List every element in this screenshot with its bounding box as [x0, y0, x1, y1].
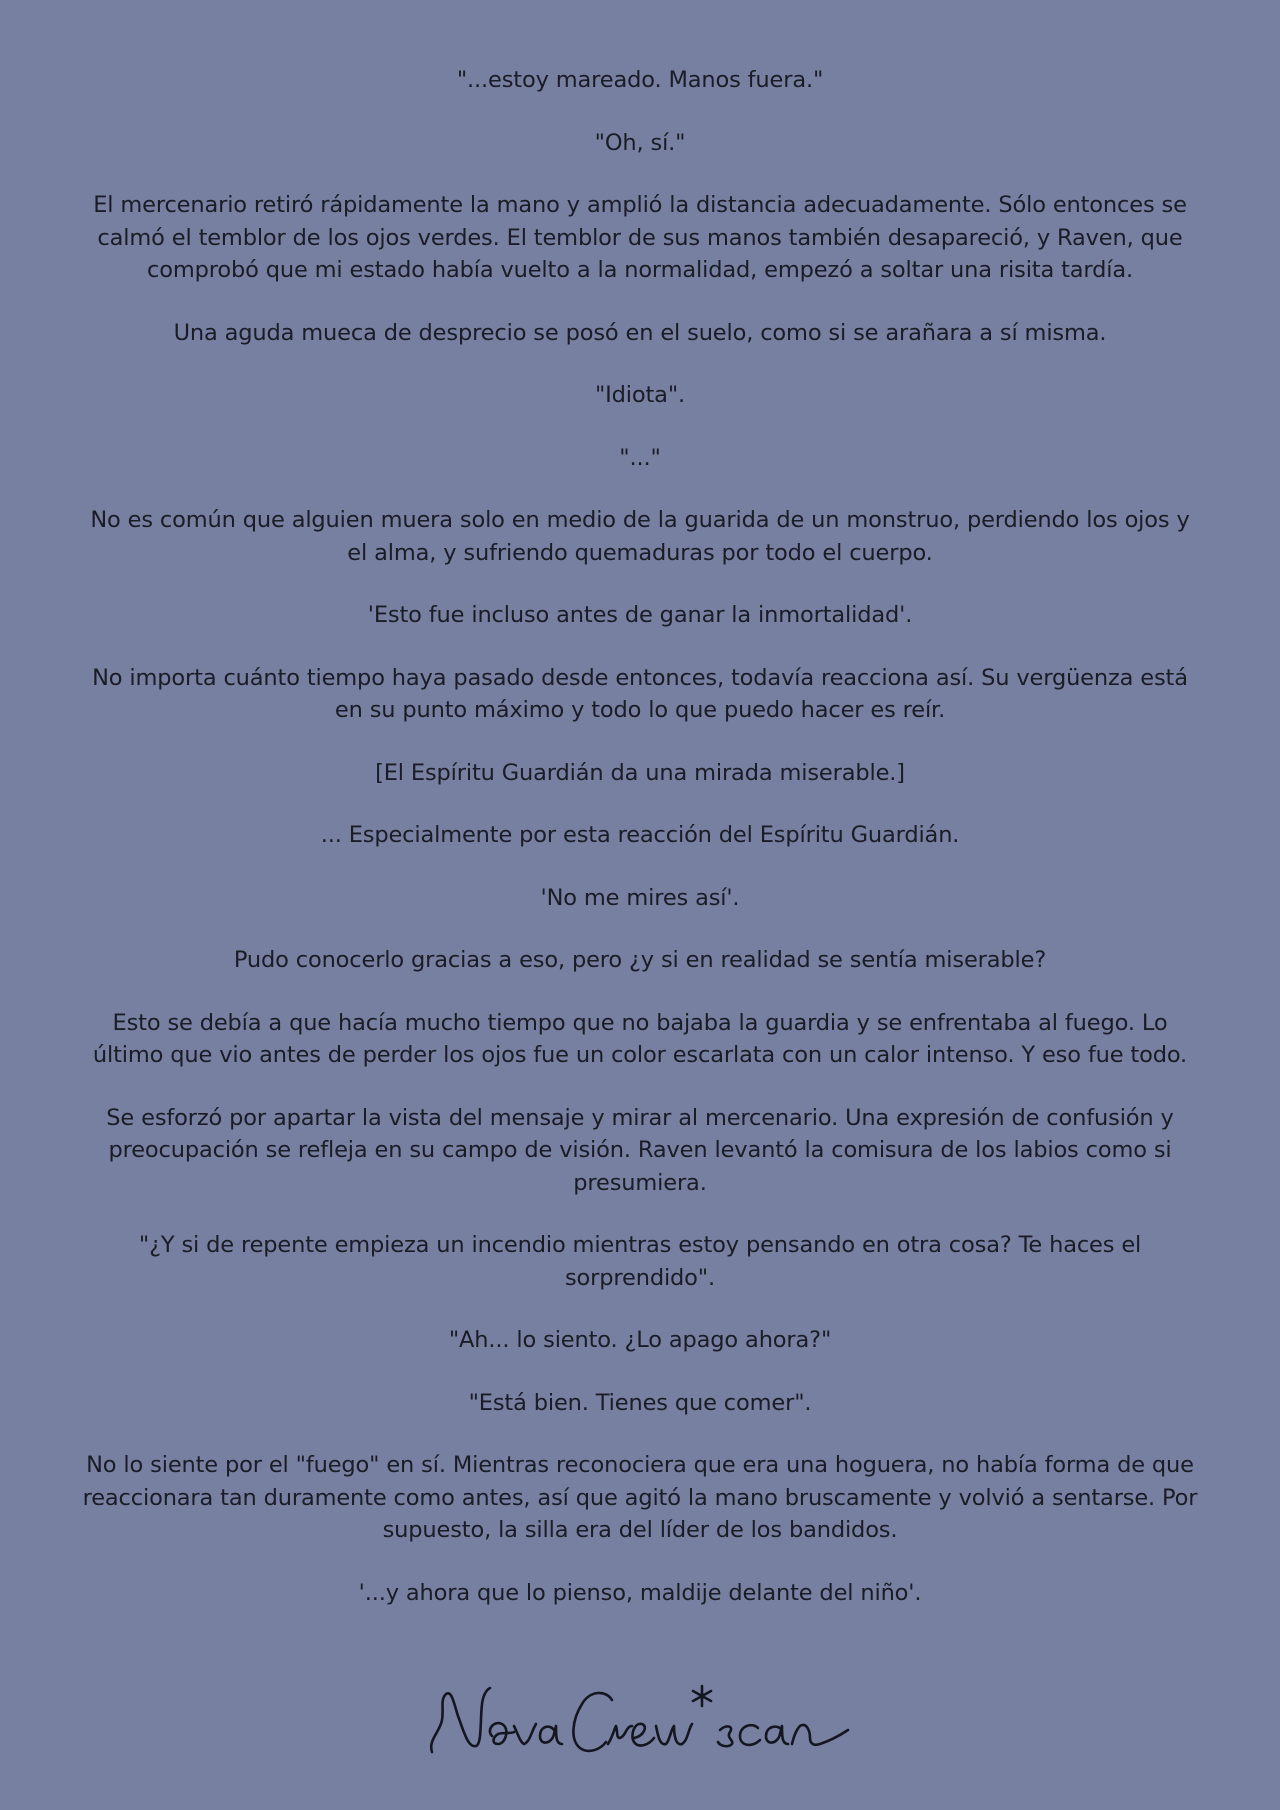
signature-script-drawing: [420, 1660, 860, 1770]
paragraph: 'No me mires así'.: [540, 884, 740, 911]
paragraph: Se esforzó por apartar la vista del mensaje y mirar al mercenario. Una expresión de confusión y preocupación se refleja en su campo de visión. Raven levantó la comisura de los labios como si presumiera.: [106, 1104, 1174, 1196]
paragraph: "Está bien. Tienes que comer".: [468, 1389, 812, 1416]
paragraph: 'Esto fue incluso antes de ganar la inmortalidad'.: [367, 602, 913, 628]
paragraph: El mercenario retiró rápidamente la mano y amplió la distancia adecuadamente. Sólo entonces se calmó el temblor de los ojos verdes. El temblor de sus manos también desapareció, y Raven, que comprobó que mi estado había vuelto a la normalidad, empezó a soltar una risita tardía.: [93, 192, 1187, 283]
paragraph: "...estoy mareado. Manos fuera.": [456, 67, 824, 93]
paragraph: No importa cuánto tiempo haya pasado desde entonces, todavía reacciona así. Su vergüenza está en su punto máximo y todo lo que puedo hacer es reír.: [92, 664, 1188, 723]
paragraph: "Ah... lo siento. ¿Lo apago ahora?": [448, 1327, 832, 1353]
paragraph: No lo siente por el "fuego" en sí. Mientras reconociera que era una hoguera, no había forma de que reaccionara tan duramente como antes, así que agitó la mano bruscamente y volvió a sentarse. Por supuesto, la silla era del líder de los bandidos.: [82, 1452, 1198, 1543]
paragraph: "...": [619, 444, 661, 471]
paragraph: ... Especialmente por esta reacción del Espíritu Guardián.: [320, 822, 960, 848]
paragraph: Esto se debía a que hacía mucho tiempo que no bajaba la guardia y se enfrentaba al fuego. Lo último que vio antes de perder los ojos fue un color escarlata con un calor intenso. Y eso fue todo.: [92, 1009, 1188, 1068]
paragraph: "¿Y si de repente empieza un incendio mientras estoy pensando en otra cosa? Te haces el sorprendido".: [138, 1232, 1142, 1291]
paragraph: Pudo conocerlo gracias a eso, pero ¿y si en realidad se sentía miserable?: [233, 947, 1047, 973]
paragraph: "Oh, sí.": [594, 129, 686, 156]
paragraph: No es común que alguien muera solo en medio de la guarida de un monstruo, perdiendo los ojos y el alma, y sufriendo quemaduras por todo el cuerpo.: [90, 507, 1190, 566]
paragraph: '...y ahora que lo pienso, maldije delante del niño'.: [358, 1579, 922, 1606]
scanlation-signature-logo: [0, 1660, 1280, 1770]
text-column: [78, 64, 1202, 1609]
paragraph: Una aguda mueca de desprecio se posó en el suelo, como si se arañara a sí misma.: [173, 319, 1107, 346]
paragraph: [El Espíritu Guardián da una mirada miserable.]: [375, 759, 905, 786]
paragraph: "Idiota".: [594, 382, 686, 408]
